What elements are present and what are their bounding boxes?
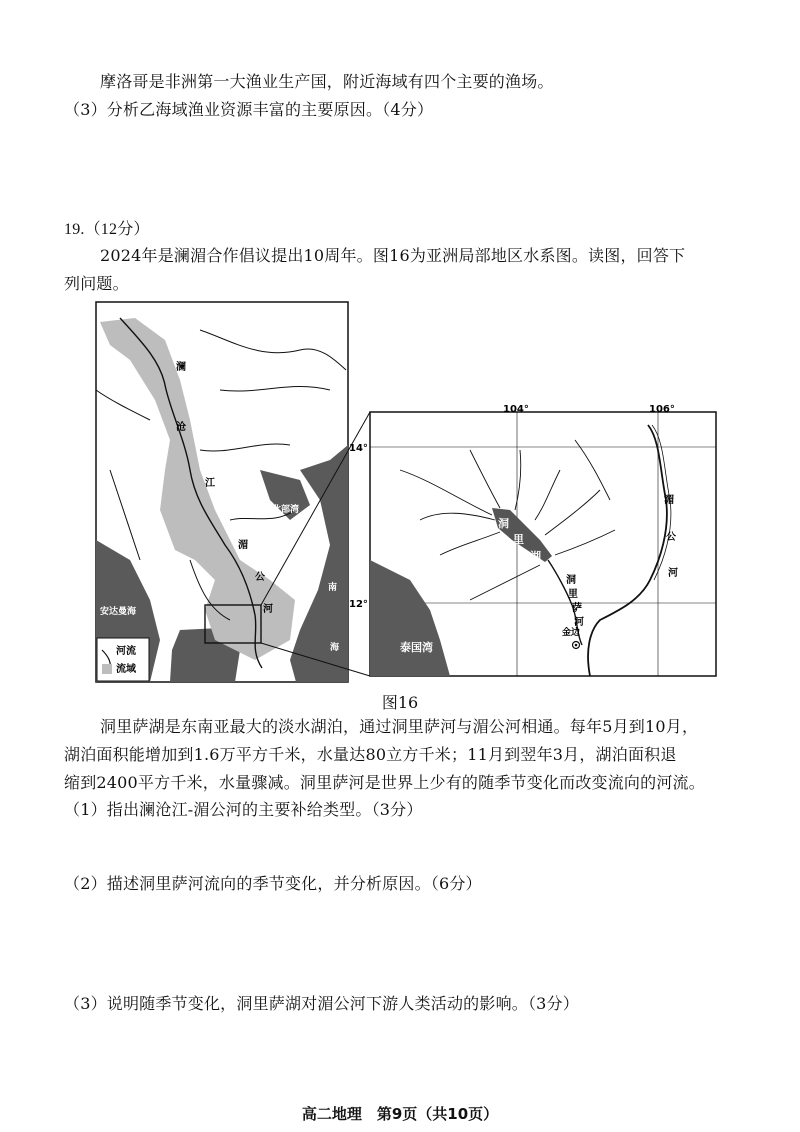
- gulf-thailand-label: 泰国湾: [400, 641, 433, 654]
- legend-basin-label: 流域: [116, 664, 136, 675]
- page-footer: 高二地理 第9页（共10页）: [301, 1105, 499, 1123]
- river-char: 河: [263, 604, 273, 615]
- q18-intro: 摩洛哥是非洲第一大渔业生产国，附近海域有四个主要的渔场。: [100, 72, 554, 91]
- main-map: [96, 302, 348, 682]
- q18-subquestion-3: （3）分析乙海域渔业资源丰富的主要原因。（4分）: [64, 100, 434, 119]
- figure-caption: 图16: [381, 693, 419, 712]
- river-char: 湄: [238, 540, 248, 551]
- q19-sub2-answer-space[interactable]: [60, 899, 740, 989]
- south-sea-char: 南: [328, 583, 338, 593]
- lake-char: 湖: [530, 550, 541, 563]
- latitude-14-label: 14°: [349, 443, 368, 454]
- q19-sub3-answer-space[interactable]: [60, 1019, 740, 1094]
- lake-char: 洞: [498, 517, 509, 530]
- mekong-inset-char: 河: [668, 568, 678, 579]
- q19-intro-line1: 2024年是澜湄合作倡议提出10周年。图16为亚洲局部地区水系图。读图，回答下: [100, 246, 686, 265]
- river-char: 公: [255, 572, 265, 583]
- tonlesap-river-char: 里: [568, 589, 578, 600]
- q19-intro-line2: 列问题。: [64, 274, 129, 293]
- q19-subquestion-2: （2）描述洞里萨河流向的季节变化，并分析原因。（6分）: [64, 874, 482, 893]
- q19-subquestion-1: （1）指出澜沧江-湄公河的主要补给类型。（3分）: [64, 800, 423, 819]
- inset-map: [349, 404, 716, 676]
- tonlesap-river-char: 河: [574, 617, 584, 628]
- river-char: 江: [205, 478, 215, 489]
- q19-paragraph-line3: 缩到2400平方千米，水量骤减。洞里萨河是世界上少有的随季节变化而改变流向的河流。: [64, 773, 705, 792]
- gulf-tonkin-label: 北部湾: [272, 505, 300, 515]
- andaman-sea-label: 安达曼海: [100, 607, 137, 617]
- tonlesap-river-char: 洞: [566, 575, 576, 586]
- q19-paragraph-line2: 湖泊面积能增加到1.6万平方千米，水量达80立方千米；11月到翌年3月，湖泊面积退: [64, 745, 677, 764]
- river-char: 沧: [176, 422, 186, 433]
- mekong-inset-char: 湄: [664, 495, 674, 506]
- q19-header: 19.（12分）: [64, 221, 150, 238]
- gulf-thailand-label-small: 泰国湾: [174, 609, 202, 619]
- longitude-106-label: 106°: [649, 404, 675, 415]
- latitude-12-label: 12°: [349, 599, 368, 610]
- legend-river-label: 河流: [116, 646, 136, 657]
- lake-char: 里: [513, 533, 524, 546]
- river-char: 澜: [176, 362, 186, 373]
- q19-subquestion-3: （3）说明随季节变化，洞里萨湖对湄公河下游人类活动的影响。（3分）: [64, 994, 579, 1013]
- south-sea-char: 海: [330, 643, 340, 653]
- q19-paragraph-line1: 洞里萨湖是东南亚最大的淡水湖泊，通过洞里萨河与湄公河相通。每年5月到10月，: [100, 717, 699, 736]
- mekong-inset-char: 公: [666, 532, 676, 543]
- phnom-penh-label: 金边: [562, 628, 581, 638]
- q19-sub1-answer-space[interactable]: [60, 825, 740, 870]
- tonlesap-river-char: 萨: [572, 603, 582, 614]
- longitude-104-label: 104°: [503, 404, 529, 415]
